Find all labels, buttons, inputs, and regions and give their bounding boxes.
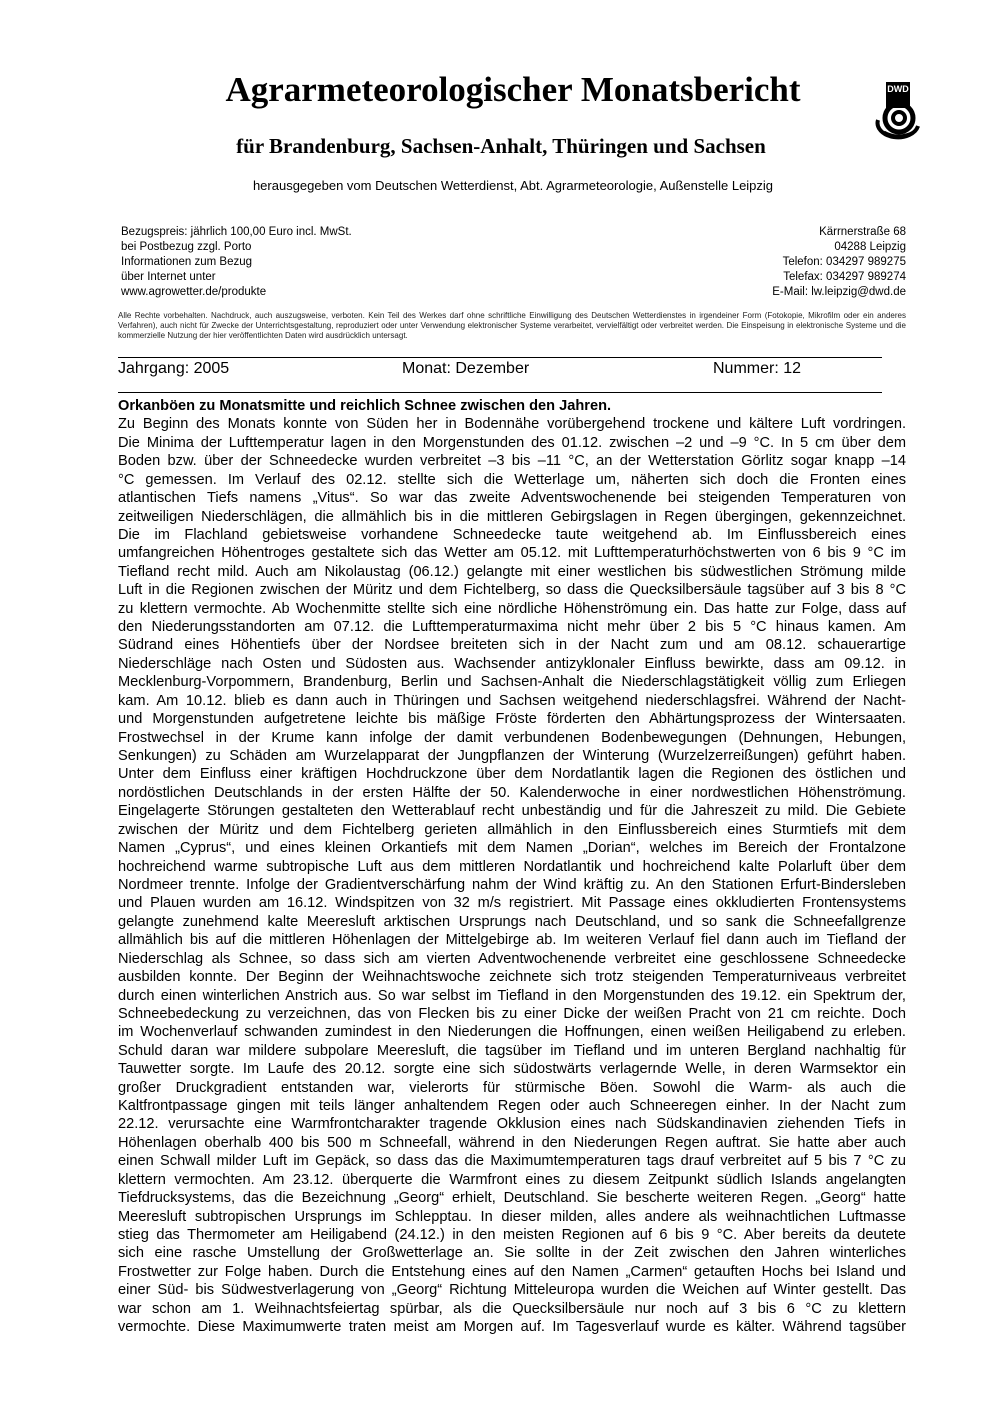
publisher-line: herausgegeben vom Deutschen Wetterdienst, Abt. Agrarmeteorologie, Außenstelle Leipzig (252, 178, 774, 193)
text-line: Senkungen) zu Schäden am Wurzelapparat der Jungpflanzen der Winterung (Wurzelzerreißungen) geführt haben. (118, 748, 906, 765)
text-line: ausbilden konnte. Der Beginn der Weihnachtswoche zeichnete sich trotz steigenden Temperaturniveaus verbreitet (118, 969, 906, 986)
text-line: den Niederungsstandorten am 07.12. die Lufttemperaturmaxima nicht mehr über 2 bis 5 °C hinaus kamen. Am (118, 619, 906, 636)
fax: Telefax: 034297 989274 (783, 271, 906, 283)
info-line: bei Postbezug zzgl. Porto (121, 241, 252, 253)
text-line: und Morgenstunden aufgetretene leichte bis mäßige Fröste förderten den Abhärtungsprozess der Wintersaaten. (118, 711, 906, 728)
divider (118, 392, 882, 393)
text-line: gelangte zunehmend kalte Meeresluft arktischen Ursprungs nach Deutschland, und so sank die Schneefallgrenze (118, 913, 906, 930)
text-line: allmählich bis auf die mittleren Höhenlagen der Mittelgebirge ab. Im weiteren Verlauf fiel dann auch im Tiefland der (118, 932, 906, 949)
dwd-logo-icon (866, 80, 926, 142)
text-line: durch einen winterlichen Anstrich aus. So war selbst im Tiefland in den Morgenstunden des 19.12. ein Spektrum der, (118, 987, 906, 1004)
text-line: Zu Beginn des Monats konnte von Süden her in Bodennähe vorübergehend trockene und kältere Luft vordringen. (118, 416, 906, 433)
text-line: Frostwetter zur Folge haben. Durch die Entstehung eines auf den Namen „Carmen“ getauften Hochs bei Island und (118, 1263, 906, 1280)
text-line: Kaltfrontpassage gingen mit teils länger anhaltendem Regen oder auch Schneeregen einher. In der Nacht zum (118, 1098, 906, 1115)
text-line: Höhenlagen oberhalb 400 bis 500 m Schneefall, während in den Niederungen Regen auftrat. Sie hatte aber auch (118, 1134, 906, 1151)
text-line: Schuld daran war mildere subpolare Meeresluft, die tagsüber im Tiefland und im unteren Bergland nachhaltig für (118, 1042, 906, 1059)
copyright-notice: Alle Rechte vorbehalten. Nachdruck, auch auszugsweise, verboten. Kein Teil des Werkes darf ohne schriftliche Einwilligung des Deutschen Wetterdienstes in irgendeiner Form (Fotokopie, Mikrofilm oder ein anderes Verfahren), auch nicht für Zwecke der Unterrichtsgestaltung, reproduziert oder unter Verwendung elektronischer Systeme verarbeitet, vervielfältigt oder verbreitet werden. Die Einspeisung in elektronische Systeme und die kommerzielle Nutzung der hier veröffentlichten Daten wird ausdrücklich untersagt. (118, 311, 906, 340)
text-line: hochreichend warme subtropische Luft aus dem mittleren Nordatlantik und hochreichend kalte Polarluft über dem (118, 858, 906, 875)
text-line: Nordmeer trennte. Infolge der Gradientverschärfung nahm der Wind kräftig zu. An den Stationen Erfurt-Bindersleben (118, 876, 906, 893)
text-line: 22.12. verursachte eine Warmfrontcharakter tragende Okklusion eines nach Südskandinavien ziehenden Tiefs in (118, 1116, 906, 1133)
issue-number: Nummer: 12 (713, 360, 802, 377)
text-line: Mecklenburg-Vorpommern, Brandenburg, Berlin und Sachsen-Anhalt die Niederschlagstätigkeit völlig zum Erliegen (118, 674, 906, 691)
text-line: zu klettern vermochte. Ab Wochenmitte stellte sich eine nördliche Höhenströmung ein. Das hatte zur Folge, dass auf (118, 600, 906, 617)
text-line: Namen „Cyprus“, und eines kleinen Orkantiefs mit dem Namen „Dorian“, welches im Bereich der Frontalzone (118, 840, 906, 857)
info-line: Bezugspreis: jährlich 100,00 Euro incl. MwSt. (121, 226, 352, 238)
text-line: Die Minima der Lufttemperatur lagen in den Morgenstunden des 01.12. zwischen –2 und –9 °C. In 5 cm über dem (118, 434, 906, 451)
text-line: war schon am 1. Weihnachtsfeiertag spürbar, als die Quecksilbersäule nur noch auf 3 bis 6 °C zu klettern (118, 1300, 906, 1317)
text-line: umfangreichen Höhentroges gestaltete sich das Wetter am 05.12. mit Lufttemperaturhöchstwerten von 6 bis 9 °C im (118, 545, 906, 562)
text-line: Eingelagerte Störungen gestalteten den Wetterablauf recht unbeständig und für die Jahreszeit zu mild. Die Gebiete (118, 803, 906, 820)
text-line: stieg das Thermometer am Heiligabend (24.12.) in den meisten Regionen auf 6 bis 9 °C. Aber bereits da deutete (118, 1226, 906, 1243)
page-title: Agrarmeteorologischer Monatsbericht (225, 70, 801, 109)
text-line: zwischen der Müritz und dem Fichtelberg gerieten allmählich in den Einflussbereich eines Sturmtiefs mit dem (118, 821, 906, 838)
text-line: Tauwetter sorgte. Im Laufe des 20.12. sorgte eine sich südostwärts verlagernde Welle, in deren Warmsektor ein (118, 1061, 906, 1078)
report-heading: Orkanböen zu Monatsmitte und reichlich Schnee zwischen den Jahren. (118, 398, 612, 414)
report-body (118, 397, 906, 1337)
text-line: atlantischen Tiefs namens „Vitus“. So war das zweite Adventswochenende bei steigenden Temperaturen von (118, 490, 906, 507)
text-line: Tiefland recht mild. Auch am Nikolaustag (06.12.) gelangte mit einer westlichen bis südwestlichen Strömung milde (118, 563, 906, 580)
text-line: Tiefdrucksystems, das die Bezeichnung „Georg“ erhielt, Deutschland. Sie bescherte weiteren Regen. „Georg“ hatte (118, 1190, 906, 1207)
month: Monat: Dezember (402, 360, 530, 377)
text-line: °C gemessen. Im Verlauf des 02.12. stellte sich die Wetterlage um, näherten sich doch die Fronten eines (118, 471, 906, 488)
text-line: und Plauen wurden am 16.12. Windspitzen von 32 m/s registriert. Mit Passage eines okkludierten Frontensystems (118, 895, 906, 912)
text-line: einen Schwall milder Luft im Gepäck, so dass das die Maximumtemperaturen tags drauf verbreitet auf 5 bis 7 °C zu (118, 1153, 906, 1170)
page-subtitle: für Brandenburg, Sachsen-Anhalt, Thüringen und Sachsen (236, 134, 766, 158)
phone: Telefon: 034297 989275 (782, 256, 906, 268)
address-city: 04288 Leipzig (834, 241, 906, 253)
info-line: über Internet unter (121, 271, 216, 283)
email-link[interactable]: E-Mail: lw.leipzig@dwd.de (772, 286, 906, 298)
text-line: Südrand eines Höhentiefs über der Nordsee breiteten sich in der Nacht zum und am 08.12. schauerartige (118, 637, 906, 654)
svg-text:DWD: DWD (887, 84, 909, 94)
text-line: im Wochenverlauf schwanden zumindest in den Niederungen die Hoffnungen, einen weißen Heiligabend zu erleben. (118, 1024, 906, 1041)
text-line: zeitweiligen Niederschlägen, die allmählich bis in die mittleren Gebirgslagen in Regen übergingen, gekennzeichnet. (118, 508, 906, 525)
subscription-info (121, 225, 352, 300)
address-street: Kärrnerstraße 68 (819, 226, 906, 238)
text-line: großer Druckgradient entstanden war, vielerorts für stürmische Böen. Sowohl die Warm- als auch die (118, 1079, 906, 1096)
text-line: Frostwechsel in der Krume kann infolge der damit verbundenen Bodenbewegungen (Dehnungen, Hebungen, (118, 729, 906, 746)
info-line: Informationen zum Bezug (121, 256, 253, 268)
text-line: Meeresluft subtropischen Ursprungs im Schlepptau. In dieser milden, alles andere als weihnachtlichen Luftmasse (118, 1208, 906, 1225)
volume: Jahrgang: 2005 (118, 360, 230, 377)
text-line: sich eine rasche Umstellung der Großwetterlage an. Sie sollte in der Zeit zwischen den Jahren winterliches (118, 1245, 906, 1262)
text-line: Luft in die Regionen zwischen der Müritz und dem Fichtelberg, so dass die Quecksilbersäule tagsüber auf 3 bis 8 °C (118, 582, 906, 599)
text-line: kam. Am 10.12. blieb es dann auch in Thüringen und Sachsen weitgehend niederschlagsfrei. Während der Nacht- (118, 692, 906, 709)
text-line: klettern vermochten. Am 23.12. überquerte die Warmfront eines zu diesem Zeitpunkt südlich Islands angelangten (118, 1171, 906, 1188)
website-link[interactable]: www.agrowetter.de/produkte (121, 286, 267, 298)
text-line: vermochte. Diese Maximumwerte traten meist am Morgen auf. Im Tagesverlauf wurde es kälter. Während tagsüber (118, 1319, 906, 1336)
text-line: nordöstlichen Deutschlands in der ersten Hälfte der 50. Kalenderwoche in einer nordwestlichen Höhenströmung. (118, 784, 906, 801)
text-line: Die im Flachland gebietsweise vorhandene Schneedecke taute weitgehend ab. Im Einflussbereich eines (118, 526, 906, 543)
text-line: Niederschlag als Schnee, so dass sich am vierten Adventwochenende verbreitet eine geschlossene Schneedecke (118, 950, 906, 967)
contact-address (772, 225, 906, 300)
text-line: Niederschläge nach Osten und Südosten aus. Wachsender antizyklonaler Einfluss bewirkte, dass am 09.12. in (118, 655, 906, 672)
text-line: Boden bzw. über der Schneedecke wurden verbreitet –3 bis –11 °C, an der Wetterstation Görlitz sogar knapp –14 (118, 453, 906, 470)
divider (118, 357, 882, 358)
text-line: Unter dem Einfluss einer kräftigen Hochdruckzone über dem Nordatlantik lagen die Regionen des östlichen und (118, 766, 906, 783)
text-line: Schneebedeckung zu verzeichnen, das von Flecken bis zu einer Dicke der weißen Pracht von 21 cm reichte. Doch (118, 1005, 906, 1022)
text-line: einer Süd- bis Südwestverlagerung von „Georg“ Richtung Mitteleuropa wurden die Weichen auf Winter gestellt. Das (118, 1282, 906, 1299)
